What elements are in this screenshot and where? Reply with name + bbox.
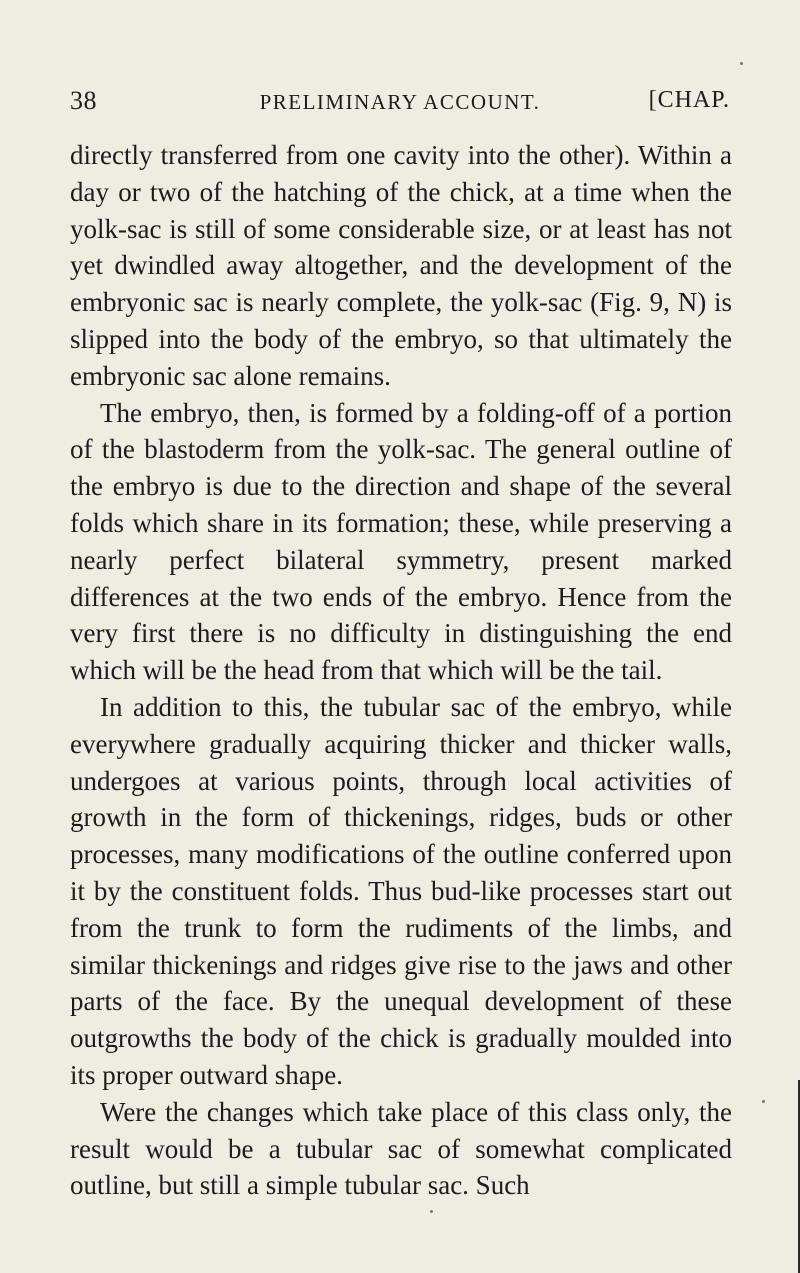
paragraph-3: In addition to this, the tubular sac of the embryo, while everywhere gradually acquiring thicker and thicker walls, undergoes at various points, through local activities of growth in the form of thickenings, ridges, buds or other processes, many modifications of the outline conferred upon it by the constituent folds. Thus bud-like processes start out from the trunk to form the rudiments of the limbs, and similar thickenings and ridges give rise to the jaws and other parts of the face. By the unequal development of these outgrowths the body of the chick is gradually moulded into its proper outward shape. [70, 691, 732, 1090]
body-text [70, 137, 732, 1204]
page-number: 38 [70, 86, 97, 115]
paragraph-4: Were the changes which take place of this class only, the result would be a tubular sac of somewhat complicated outline, but still a simple tubular sac. Such [70, 1096, 732, 1201]
chapter-mark: [CHAP. [648, 87, 730, 113]
paragraph-2: The embryo, then, is formed by a folding-off of a portion of the blastoderm from the yolk-sac. The general outline of the embryo is due to the direction and shape of the several folds which share in its formation; these, while preserving a nearly perfect bilateral symmetry, present marked differences at the two ends of the embryo. Hence from the very first there is no difficulty in distinguishing the end which will be the head from that which will be the tail. [70, 397, 732, 686]
paper-speck [740, 62, 743, 65]
paper-speck [430, 1210, 433, 1213]
paper-speck [762, 1100, 765, 1103]
running-title: PRELIMINARY ACCOUNT. [259, 90, 541, 114]
page-header [70, 86, 730, 126]
paragraph-1: directly transferred from one cavity into the other). Within a day or two of the hatching of the chick, at a time when the yolk-sac is still of some considerable size, or at least has not yet dwindled away altogether, and the development of the embryonic sac is nearly complete, the yolk-sac (Fig. 9, N) is slipped into the body of the embryo, so that ultimately the embryonic sac alone remains. [70, 140, 732, 391]
